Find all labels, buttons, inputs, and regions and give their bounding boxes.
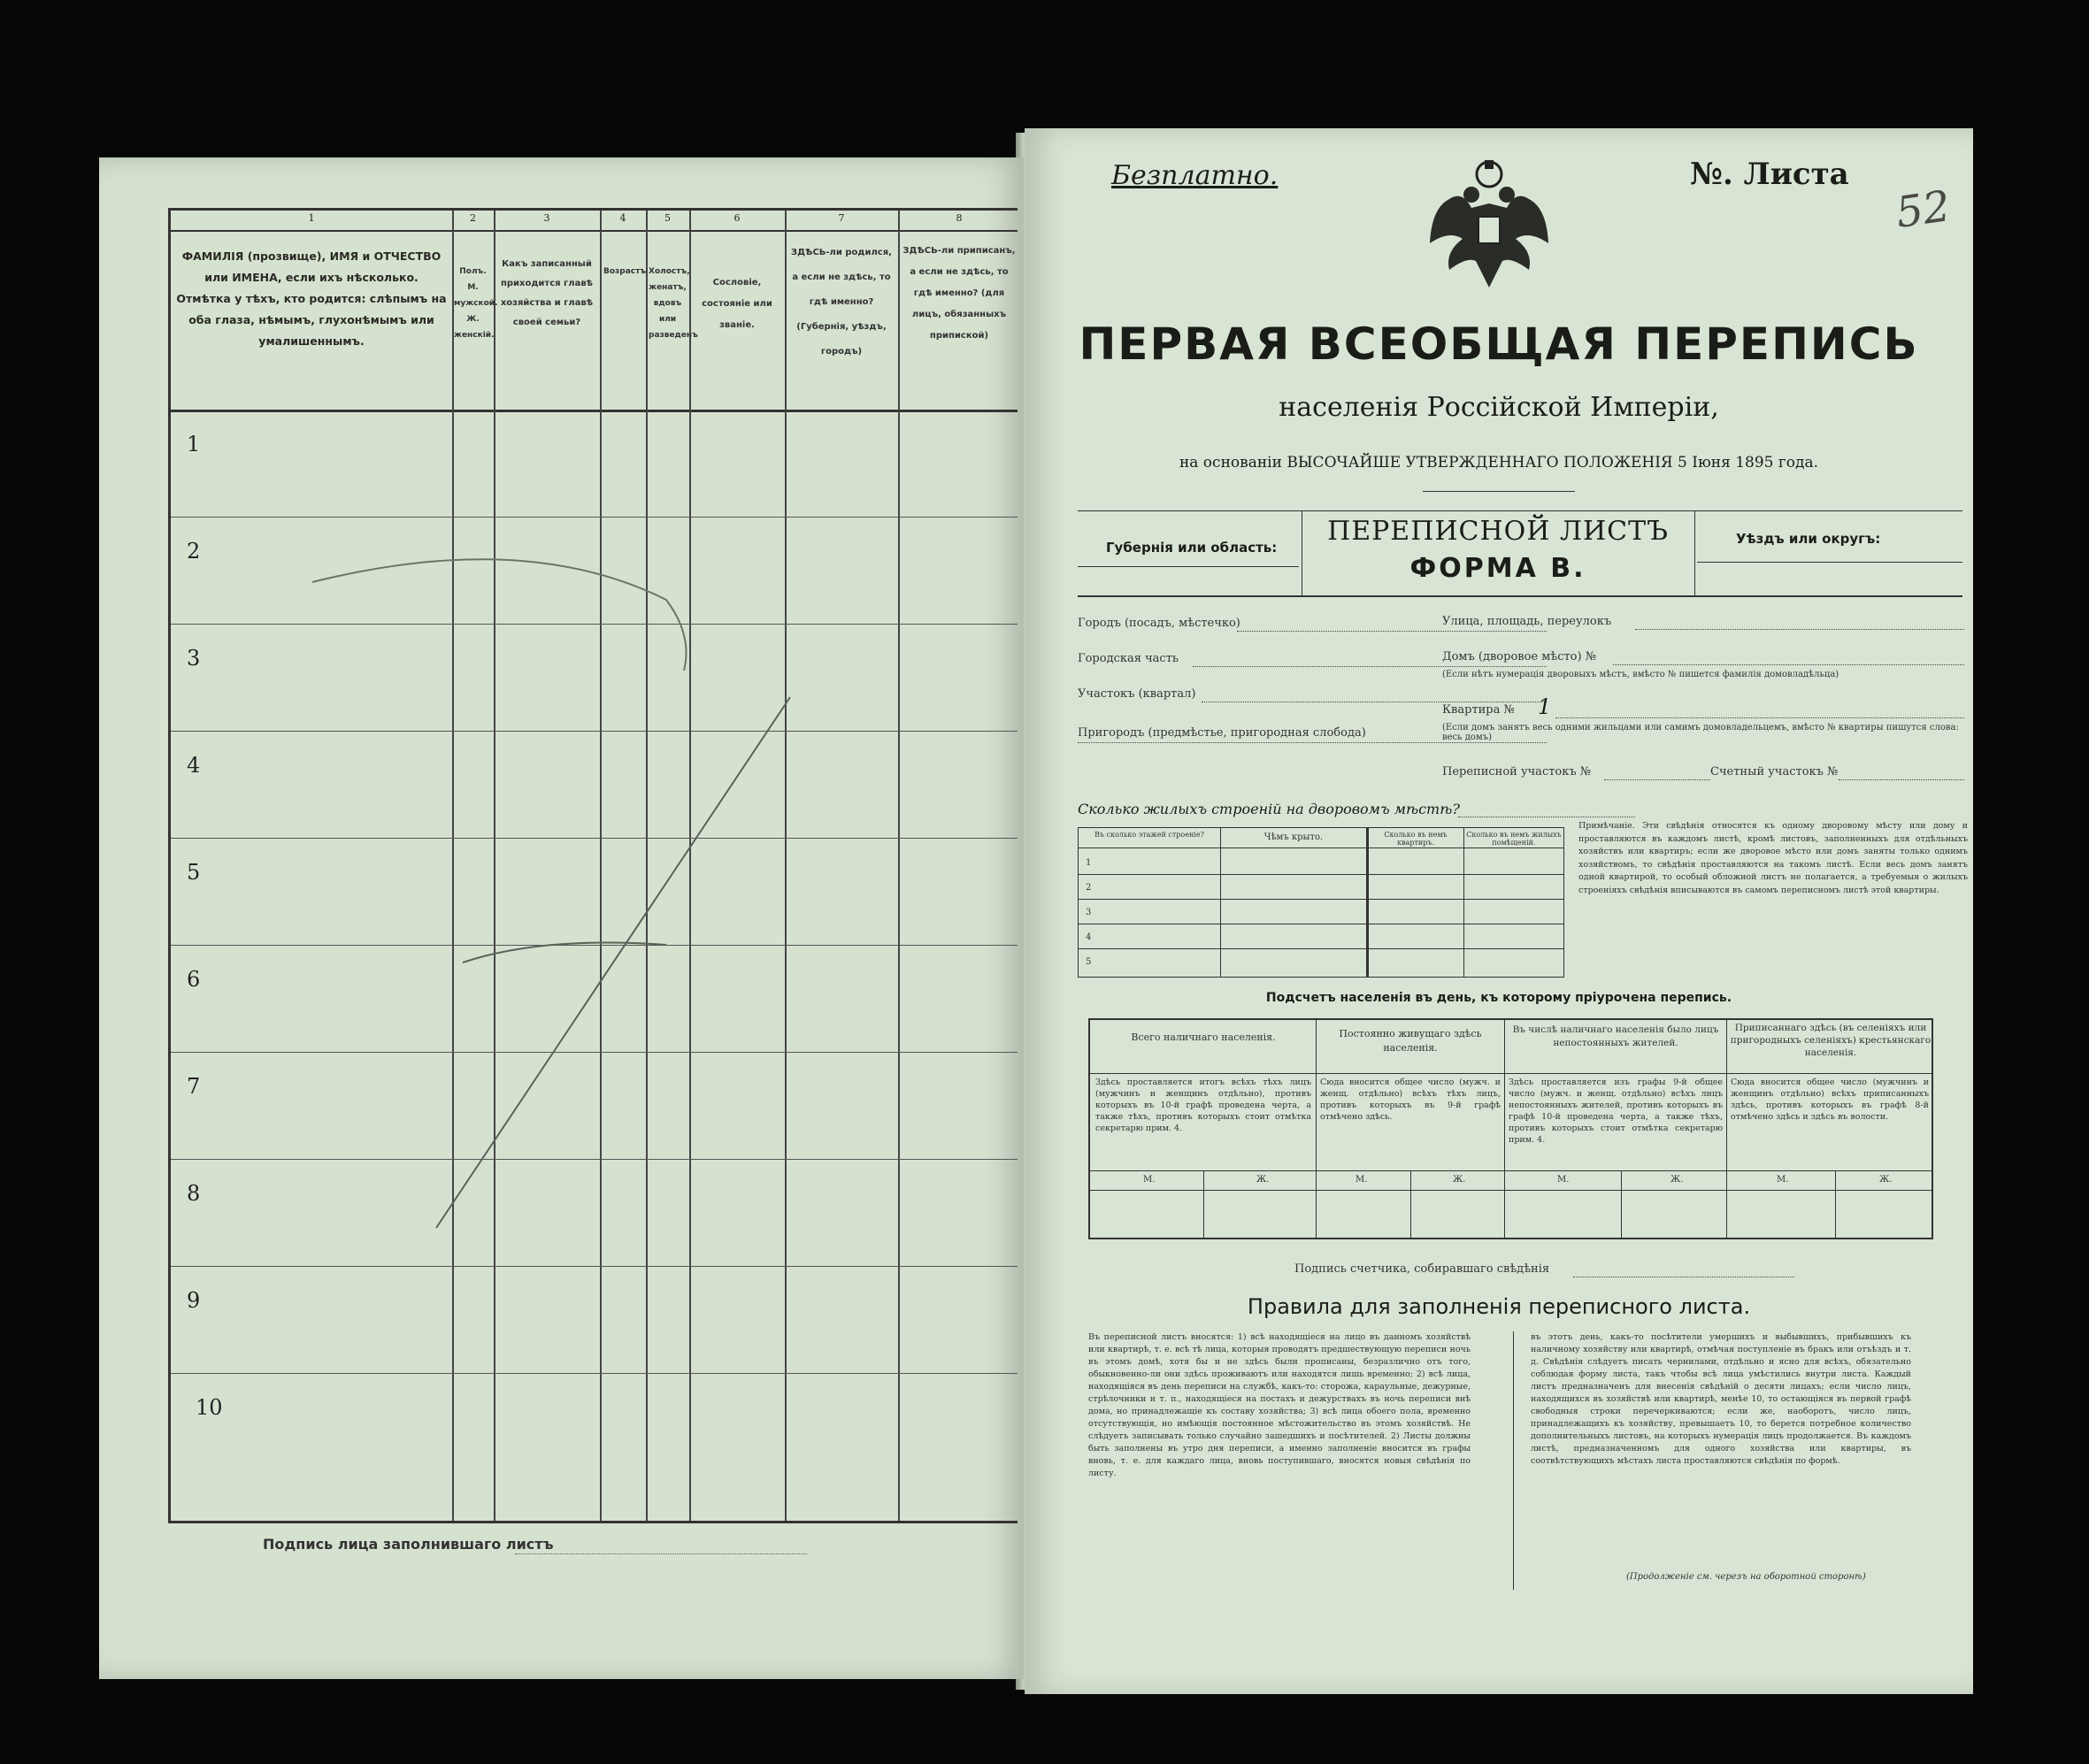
row-number: 6 [187,967,201,992]
buildings-row-number: 1 [1086,858,1092,868]
count-col-header: Приписаннаго здѣсь (въ селеніяхъ или пригородныхъ селеніяхъ) крестьянскаго населенія. [1730,1023,1932,1058]
house-note: (Если нѣтъ нумерація дворовыхъ мѣстъ, вмѣсто № пишется фамилія домовладѣльца) [1442,670,1839,679]
buildings-header: Сколько въ немъ жилыхъ помѣщеній. [1466,831,1562,847]
row-number: 8 [187,1181,201,1206]
continued-note: (Продолженіе см. черезъ на оборотной сторонѣ) [1626,1572,1866,1582]
pencil-strike-mark [171,211,1020,1526]
buildings-table [1078,827,1564,978]
male-label: М. [1143,1175,1156,1185]
row-number: 7 [187,1074,201,1099]
imperial-eagle-icon [1423,155,1555,301]
form-title: ПЕРЕПИСНОЙ ЛИСТЪ [1327,516,1669,547]
row-number: 4 [187,753,201,778]
count-col-body: Сюда вносится общее число (мужчинъ и женщинъ отдѣльно) всѣхъ приписанныхъ здѣсь, противъ которыхъ въ графѣ 8-й отмѣчено здѣсь и здѣсь въ волости. [1731,1078,1929,1122]
apartment-note: (Если домъ занятъ весь одними жильцами или самимъ домовладельцемъ, вмѣсто № квартиры пишутся слова: весь домъ) [1442,723,1959,742]
sheet-number-label: №. Листа [1690,157,1849,192]
field-label-district: Участокъ (квартал) [1078,687,1196,701]
count-col-body: Сюда вносится общее число (мужч. и женщ. отдѣльно) всѣхъ тѣхъ лицъ, противъ которыхъ въ 9-й графѣ отмѣчено здѣсь. [1320,1078,1501,1122]
column-number: 1 [308,212,315,224]
uezd-label: Уѣздъ или округъ: [1736,531,1881,547]
rules-text-right: въ этотъ день, какъ-то посѣтители умершихъ и выбывшихъ, прибывшихъ къ наличному хозяйству или квартирѣ, отмѣчая поступленіе въ бракъ или отъѣздъ и т. д. Свѣдѣнія слѣдуетъ писать чернилами, отдѣльно и ясно для всѣхъ, обязательно соблюдая форму листа, такъ чтобы всѣ лица умѣстились внутри листа. Каждый листъ предназначенъ для внесенія свѣдѣній о десяти лицахъ; если число лицъ, находящихся въ хозяйствѣ или квартирѣ, менѣе 10, то остающіяся въ первой графѣ свободныя строки перечеркиваются; если же, наоборотъ, число лицъ, принадлежащихъ къ хозяйству, превышаетъ 10, то берется потребное количество дополнительныхъ листовъ, на которыхъ нумерація лицъ продолжается. Въ каждомъ листѣ, предназначенномъ для одного хозяйства или квартиры, въ соотвѣтствующихъ мѣстахъ листа проставляются свѣдѣнія по формѣ. [1531,1332,1911,1466]
column-header: Полъ. М. мужской. Ж. женскій. [454,267,498,340]
count-col-header: Постоянно живущаго здѣсь населенія. [1339,1028,1482,1054]
field-label-house: Домъ (дворовое мѣсто) № [1442,650,1597,663]
left-page [99,157,1024,1679]
column-number: 6 [733,212,741,224]
rules-text-left: Въ переписной листъ вносятся: 1) всѣ находящіеся на лицо въ данномъ хозяйствѣ или квартирѣ, т. е. всѣ тѣ лица, которыя проводятъ предшествующую переписи ночь въ этомъ домѣ, хотя бы и не здѣсь были прописаны, безразлично отъ того, обыкновенно-ли они здѣсь проживаютъ или находятся лишь временно; 2) всѣ лица, находящіяся въ день переписи на службѣ, какъ-то: сторожа, караульные, дежурные, стрѣлочники и т. п., находящіеся на постахъ и дежурствахъ въ ночь переписи внѣ дома, но принадлежащіе къ составу хозяйства; 3) всѣ лица обоего пола, временно отсутствующія, но имѣющія постоянное мѣстожительство въ этомъ хозяйствѣ. Не слѣдуетъ записывать только случайно зашедшихъ и посѣтителей. 2) Листы должны быть заполнены въ утро дня переписи, а именно заполненіе вносится въ графы вновь, т. е. для каждаго лица, вновь поступившаго, вносятся новыя свѣдѣнія по листу. [1088,1332,1471,1478]
rules-title: Правила для заполненія переписного листа. [1247,1294,1751,1319]
free-label: Безплатно. [1111,160,1279,191]
residents-table [168,208,1018,1523]
buildings-row-number: 4 [1086,932,1092,942]
buildings-row-number: 5 [1086,957,1092,967]
buildings-header: Чѣмъ крыто. [1263,832,1324,842]
column-header: Возрастъ [603,267,647,276]
female-label: Ж. [1256,1175,1270,1185]
field-label-street: Улица, площадь, переулокъ [1442,615,1612,628]
field-label-city: Городъ (посадъ, мѣстечко) [1078,617,1240,630]
field-label-counting-district: Счетный участокъ № [1710,765,1839,778]
buildings-row-number: 3 [1086,908,1092,917]
count-col-header: Въ числѣ наличнаго населенія было лицъ непостоянныхъ жителей. [1512,1024,1719,1048]
right-page [1025,128,1973,1694]
row-number: 5 [187,860,201,885]
count-title: Подсчетъ населенія въ день, къ которому пріурочена перепись. [1265,991,1732,1005]
female-label: Ж. [1670,1175,1684,1185]
column-header: ФАМИЛІЯ (прозвище), ИМЯ и ОТЧЕСТВО или ИМЕНА, если ихъ нѣсколько. Отмѣтка у тѣхъ, кто родится: слѣпымъ на оба глаза, нѣмымъ, глухонѣмымъ или умалишеннымъ. [176,249,447,348]
buildings-header: Сколько въ немъ квартиръ. [1384,831,1448,847]
column-number: 2 [470,212,476,224]
field-label-census-district: Переписной участокъ № [1442,765,1592,778]
column-header: Какъ записанный приходится главѣ хозяйства и главѣ своей семьи? [500,259,594,327]
column-number: 8 [956,212,963,224]
document-title: ПЕРВАЯ ВСЕОБЩАЯ ПЕРЕПИСЬ [1079,318,1919,370]
column-header: ЗДѢСЬ-ли родился, а если не здѣсь, то гдѣ именно? (Губернія, уѣздъ, городъ) [791,248,892,357]
column-header: Холостъ, женатъ, вдовъ или разведенъ [649,267,698,340]
column-number: 5 [664,212,671,224]
column-number: 3 [543,212,550,224]
buildings-row-number: 2 [1086,883,1092,893]
count-col-body: Здѣсь проставляется изъ графы 9-й общее число (мужч. и женщ. отдѣльно) всѣхъ лицъ непостоянныхъ жителей, противъ которыхъ въ графѣ 10-й проведена черта, а также тѣхъ, противъ которыхъ стоит отмѣтка секретарю прим. 4. [1509,1078,1723,1145]
row-number: 9 [187,1288,201,1313]
document-subtitle: населенія Россійской Имперіи, [1279,392,1719,423]
column-header: Сословіе, состояніе или званіе. [702,278,772,330]
male-label: М. [1557,1175,1570,1185]
signature-line [515,1553,807,1554]
population-count-table [1088,1018,1933,1239]
row-number: 1 [187,432,201,456]
buildings-header: Въ сколько этажей строеніе? [1094,831,1204,839]
count-col-header: Всего наличнаго населенія. [1131,1032,1276,1043]
female-label: Ж. [1879,1175,1893,1185]
legal-basis: на основаніи ВЫСОЧАЙШЕ УТВЕРЖДЕННАГО ПОЛОЖЕНІЯ 5 Іюня 1895 года. [1179,454,1819,472]
field-label-apartment: Квартира № [1442,703,1515,717]
field-label-city-part: Городская часть [1078,652,1179,665]
column-number: 7 [838,212,845,224]
male-label: М. [1356,1175,1368,1185]
male-label: М. [1777,1175,1789,1185]
handwritten-sheet-number: 52 [1893,181,1954,238]
apartment-number-handwritten: 1 [1538,694,1552,719]
row-number: 10 [196,1395,223,1420]
counter-signature-label: Подпись счетчика, собиравшаго свѣдѣнія [1294,1262,1550,1276]
count-col-body: Здѣсь проставляется итогъ всѣхъ тѣхъ лицъ (мужчинъ и женщинъ отдѣльно), противъ которыхъ въ 10-й графѣ проведена черта, а также тѣхъ, противъ которыхъ стоит отмѣтка секретарю прим. 4. [1095,1078,1311,1133]
female-label: Ж. [1453,1175,1466,1185]
guberniya-label: Губернія или область: [1106,540,1278,556]
buildings-question: Сколько жилыхъ строеній на дворовомъ мѣстѣ? [1078,801,1460,817]
column-number: 4 [619,212,626,224]
buildings-note: Примѣчаніе. Эти свѣдѣнія относятся къ одному дворовому мѣсту или дому и проставляются въ каждомъ листѣ, кромѣ листовъ, заполненныхъ для отдѣльныхъ хозяйствъ или квартиръ; если же дворовое мѣсто или домъ заняты только однимъ хозяйствомъ, то свѣдѣнія проставляются на такомъ листѣ. Если весь домъ занятъ одной квартирой, то особый обложной листъ не полагается, а требуемыя о жилыхъ строеніяхъ свѣдѣнія вписываются въ самомъ переписномъ листѣ этой квартиры. [1578,821,1968,895]
row-number: 2 [187,539,201,564]
left-signature-label: Подпись лица заполнившаго листъ [263,1536,554,1553]
column-header: ЗДѢСЬ-ли приписанъ, а если не здѣсь, то гдѣ именно? (для лицъ, обязанныхъ припиской) [902,246,1016,341]
row-number: 3 [187,646,201,671]
field-label-suburb: Пригородъ (предмѣстье, пригородная слобода) [1078,726,1366,740]
form-name: ФОРМА В. [1409,553,1586,584]
